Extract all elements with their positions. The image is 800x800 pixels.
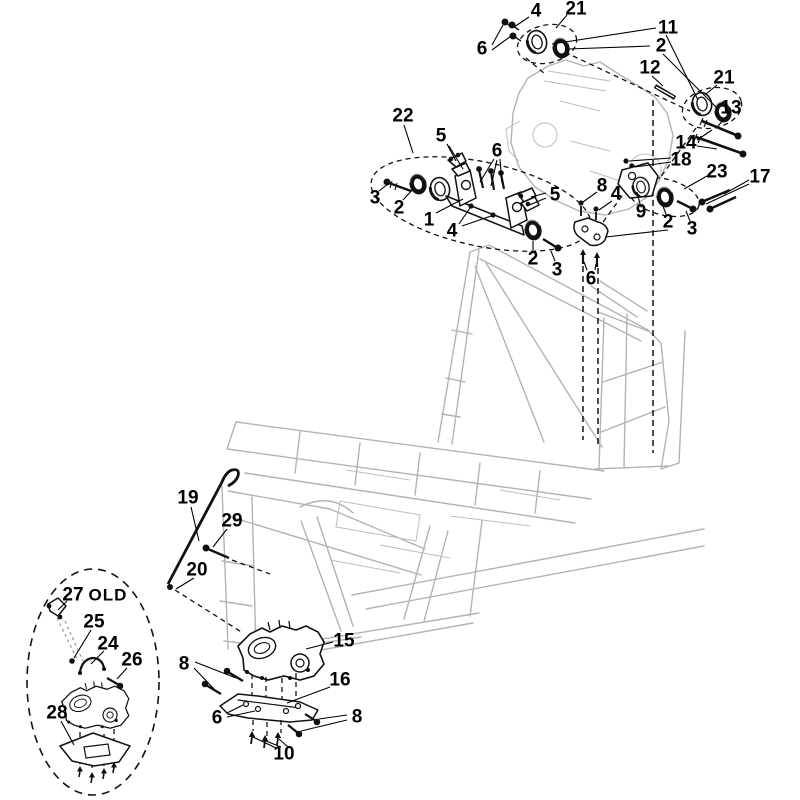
- brackets-5-left: [448, 153, 470, 176]
- callout-12: 12: [639, 57, 661, 79]
- old-gearbox: [62, 681, 129, 728]
- callout-3: 3: [551, 259, 563, 281]
- callout-15: 15: [333, 630, 355, 652]
- bolts-17: [699, 190, 736, 212]
- leader-line-2: [568, 46, 650, 49]
- leader-line-22: [404, 125, 413, 153]
- callout-24: 24: [97, 633, 119, 655]
- callout-3: 3: [686, 218, 698, 240]
- callout-6: 6: [491, 140, 503, 162]
- callout-6: 6: [476, 38, 488, 60]
- leader-line-16: [287, 687, 330, 703]
- leader-line-2: [663, 54, 717, 108]
- frame-illustration: [220, 245, 704, 659]
- bolt-dot-18: [623, 158, 628, 163]
- leader-line-18: [629, 158, 671, 161]
- callout-26: 26: [121, 649, 143, 671]
- callout-2: 2: [655, 35, 667, 57]
- leader-line-29: [213, 529, 227, 547]
- bushing-2: [550, 36, 572, 60]
- callout-21: 21: [713, 67, 735, 89]
- bolt-dots-4-6: [502, 19, 521, 41]
- plate-screw-dashes: [253, 720, 281, 736]
- clamp-24: [80, 658, 104, 672]
- callout-old: OLD: [88, 585, 128, 605]
- leader-line-4: [514, 17, 529, 27]
- callout-6: 6: [211, 707, 223, 729]
- callout-8: 8: [178, 653, 190, 675]
- callout-5: 5: [435, 125, 447, 147]
- callout-3: 3: [369, 187, 381, 209]
- gearbox-15: [238, 620, 324, 680]
- callout-22: 22: [392, 105, 414, 127]
- callout-4: 4: [530, 0, 542, 22]
- callout-2: 2: [393, 197, 405, 219]
- callout-4: 4: [610, 183, 622, 205]
- callout-8: 8: [596, 175, 608, 197]
- rod-end-20: [167, 584, 173, 590]
- callout-5: 5: [549, 184, 561, 206]
- callout-4: 4: [446, 220, 458, 242]
- callout-8: 8: [351, 706, 363, 728]
- callout-25: 25: [83, 611, 105, 633]
- callout-16: 16: [329, 669, 351, 691]
- bolts-6-mid: [477, 167, 504, 190]
- leader-line-17: [724, 180, 749, 194]
- nut-4a: [468, 203, 473, 208]
- callout-20: 20: [186, 559, 208, 581]
- mount-plate-16: [220, 694, 318, 722]
- bolt-3a: [384, 179, 411, 191]
- leader-line-11: [666, 35, 698, 100]
- callout-10: 10: [273, 743, 295, 765]
- callout-29: 29: [221, 510, 243, 532]
- leader-line-6: [492, 25, 503, 45]
- bolts-6-lower: [580, 249, 600, 267]
- tower-b-hole: [513, 203, 522, 212]
- callout-9: 9: [635, 201, 647, 223]
- bolt-3c: [677, 201, 696, 212]
- callout-1: 1: [423, 209, 435, 231]
- bushing-2c: [654, 185, 676, 209]
- bolts-8-left: [202, 668, 243, 694]
- callout-18: 18: [670, 149, 692, 171]
- callout-27: 27: [62, 584, 84, 606]
- callout-19: 19: [177, 487, 199, 509]
- gearbox-group: [202, 620, 324, 748]
- leader-line-23: [684, 176, 707, 189]
- mount-housing-11: [525, 29, 549, 56]
- callout-13: 13: [720, 97, 742, 119]
- mount-9-hole: [628, 172, 635, 179]
- tower-a-hole: [462, 181, 471, 190]
- callout-23: 23: [706, 161, 728, 183]
- leader-line-6: [492, 36, 511, 50]
- nut-4b: [490, 212, 495, 217]
- leader-line-8: [301, 720, 347, 731]
- callout-14: 14: [675, 132, 697, 154]
- callout-6: 6: [585, 268, 597, 290]
- callout-28: 28: [46, 702, 68, 724]
- leader-line-14: [697, 146, 717, 149]
- bolt-29: [203, 545, 229, 558]
- leader-line-11: [552, 28, 656, 44]
- leader-line-8: [319, 715, 347, 719]
- callout-21: 21: [565, 0, 587, 20]
- leader-line-8: [583, 192, 597, 202]
- callout-layer: [46, 0, 770, 765]
- callout-11: 11: [657, 17, 679, 39]
- leader-line-25: [74, 630, 91, 658]
- leader-line-4: [462, 216, 491, 226]
- callout-2: 2: [662, 211, 674, 233]
- bolt-dot-25: [69, 658, 75, 664]
- leader-line-14: [697, 130, 712, 140]
- leader-line-3: [379, 184, 388, 191]
- callout-17: 17: [749, 166, 771, 188]
- callout-2: 2: [527, 248, 539, 270]
